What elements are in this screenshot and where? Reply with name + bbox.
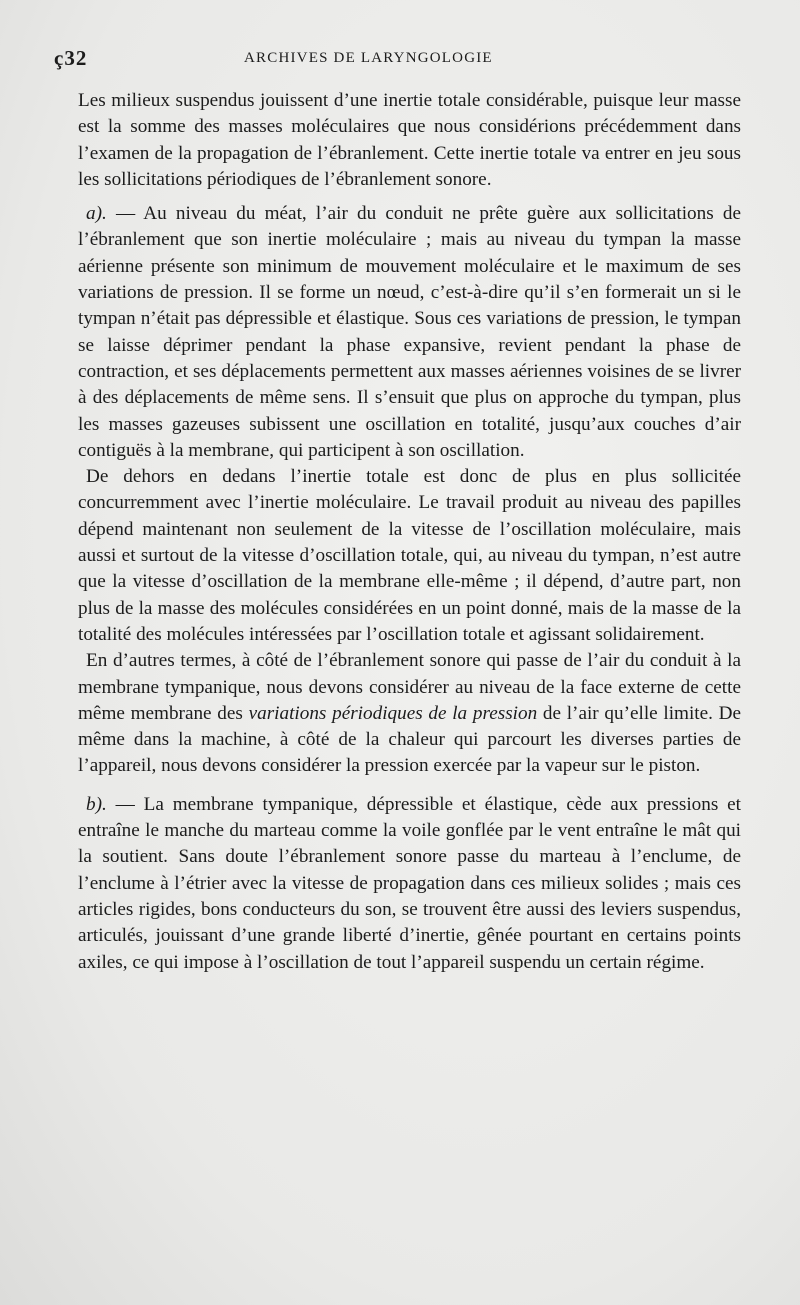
paragraph-1-text: Les milieux suspendus jouissent d’une inertie totale considérable, puisque leur masse est la somme des masses moléculaires que nous considérions précédemment dans l’examen de la propagation de l’ébranlement. Cette inertie totale va entrer en jeu sous les sollicitations périodiques de l’ébranlement sonore.	[78, 90, 741, 190]
paragraph-3-text: De dehors en dedans l’inertie totale est donc de plus en plus sollicitée concurremment avec l’inertie moléculaire. Le travail produit au niveau des papilles dépend maintenant non seulement de la vitesse de l’oscillation moléculaire, mais aussi et surtout de la vitesse d’oscillation totale, qui, au niveau du tympan, n’est autre que la vitesse d’oscillation de la membrane elle-même ; il dépend, d’autre part, non plus de la masse des molécules considérées en un point donné, mais de la masse de la totalité des molécules intéressées par l’oscillation totale et agissant solidairement.	[78, 466, 741, 645]
paragraph-3	[78, 464, 741, 648]
paragraph-a-text: — Au niveau du méat, l’air du conduit ne prête guère aux sollicitations de l’ébranlement que son inertie moléculaire ; mais au niveau du tympan la masse aérienne présente son minimum de mouvement moléculaire et le maximum de ses variations de pression. Il se forme un nœud, c’est-à-dire qu’il s’en formerait un si le tympan n’était pas dépressible et élastique. Sous ces variations de pression, le tympan se laisse déprimer pendant la phase expansive, revient pendant la phase de contraction, et ses déplacements permettent aux masses aériennes voisines de se livrer à des déplacements de même sens. Il s’ensuit que plus on approche du tympan, plus les masses gazeuses subissent une oscillation en totalité, jusqu’aux couches d’air contiguës à la membrane, qui participent à son oscillation.	[78, 203, 742, 461]
paragraph-b	[78, 792, 741, 976]
paragraph-4-italic: variations périodiques de la pression	[248, 702, 538, 724]
page-number: ç32	[54, 46, 88, 70]
page-header	[54, 46, 754, 76]
paragraph-b-marker: b).	[86, 793, 107, 815]
body-text	[78, 88, 741, 976]
paragraph-4-text-after: de l’air qu’elle limite. De même dans la machine, à côté de la chaleur qui parcourt les diverses parties de l’appareil, nous devons considérer la pression exercée par la vapeur sur le piston.	[78, 702, 742, 777]
paragraph-a	[78, 201, 741, 464]
paragraph-b-text: — La membrane tympanique, dépressible et élastique, cède aux pressions et entraîne le manche du marteau comme la voile gonflée par le vent entraîne le mât qui la soutient. Sans doute l’ébranlement sonore passe du marteau à l’enclume, de l’enclume à l’étrier avec la vitesse de propagation dans ces milieux solides ; mais ces articles rigides, bons conducteurs du son, se trouvent être aussi des leviers suspendus, articulés, jouissant d’une grande liberté d’inertie, gênée pourtant en certains points axiles, ce qui impose à l’oscillation de tout l’appareil suspendu un certain régime.	[78, 793, 742, 973]
running-title: ARCHIVES DE LARYNGOLOGIE	[244, 50, 493, 66]
paragraph-1	[78, 88, 741, 193]
paragraph-4	[78, 648, 741, 779]
paragraph-4-text-before: En d’autres termes, à côté de l’ébranlement sonore qui passe de l’air du conduit à la membrane tympanique, nous devons considérer au niveau de la face externe de cette même membrane des	[78, 650, 741, 724]
paragraph-a-marker: a).	[86, 203, 107, 225]
